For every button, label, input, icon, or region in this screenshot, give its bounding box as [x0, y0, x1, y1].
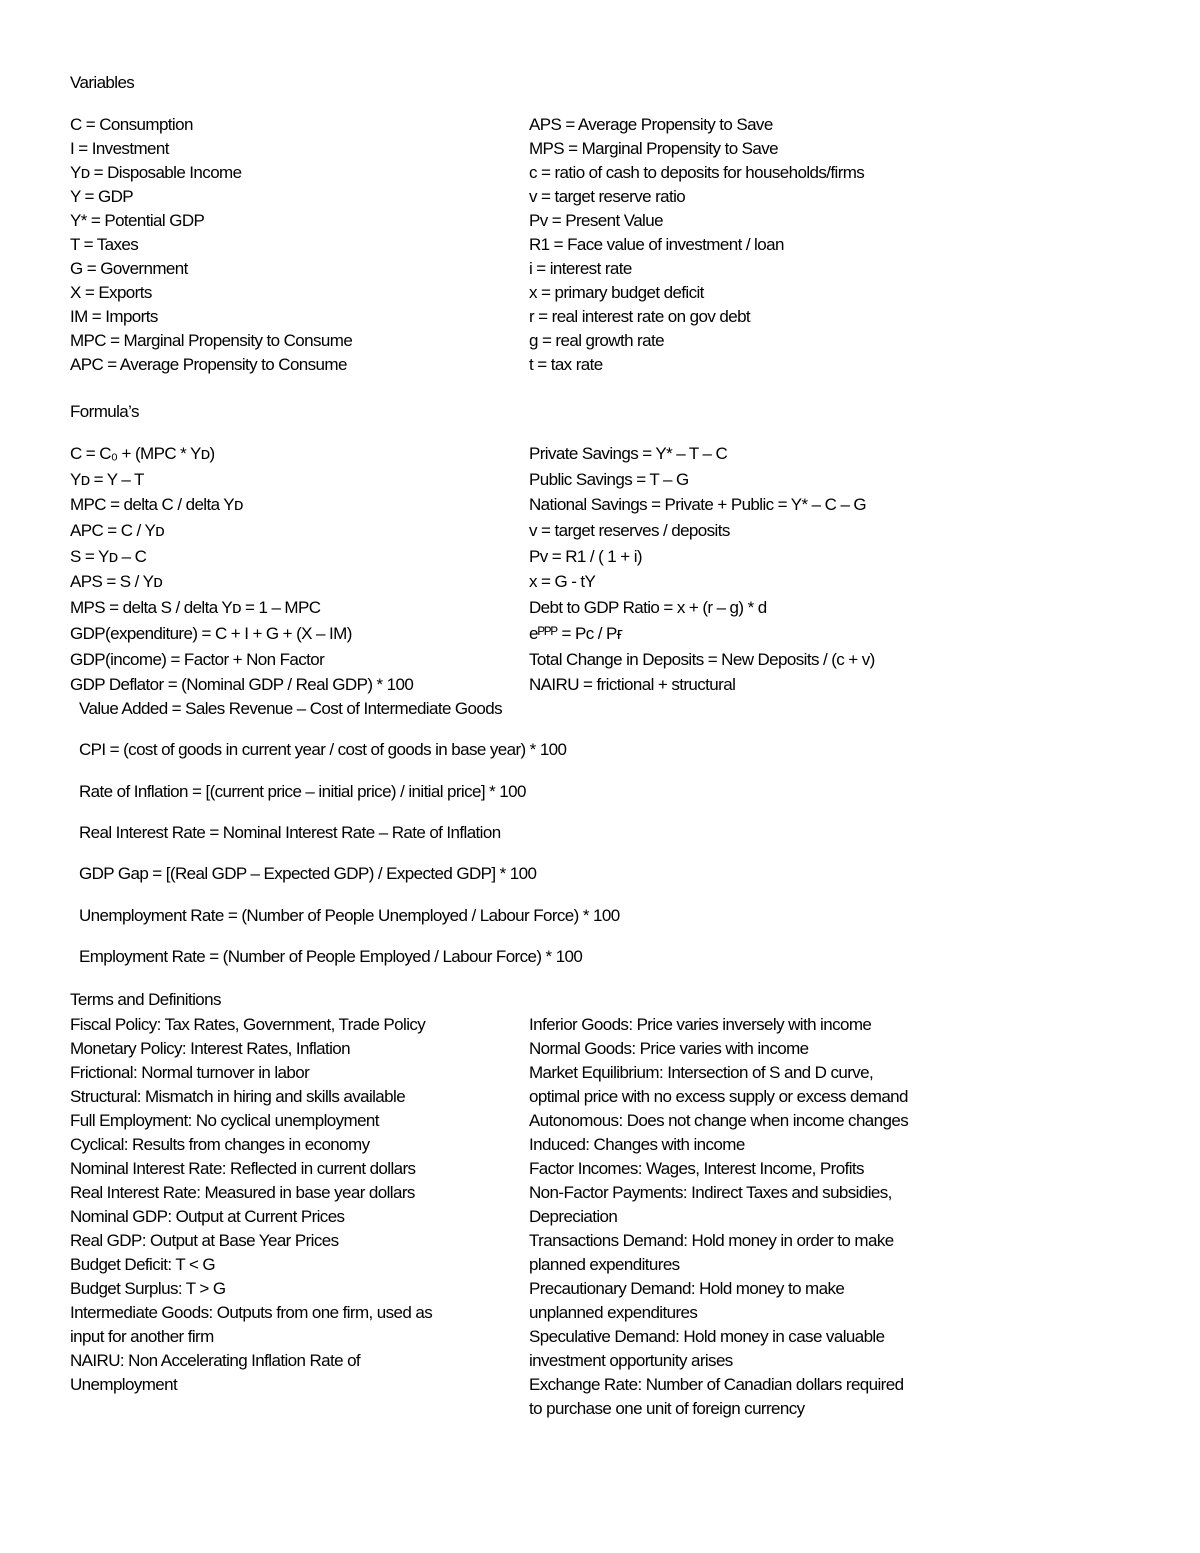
formula-unemployment-rate: Unemployment Rate = (Number of People Unemployed / Labour Force) * 100	[79, 906, 620, 925]
formula-item: v = target reserves / deposits	[529, 521, 730, 541]
terms-right-list	[529, 1013, 908, 1421]
term-line: Non-Factor Payments: Indirect Taxes and subsidies,	[529, 1183, 892, 1202]
variable-item: Pv = Present Value	[529, 211, 663, 230]
term-line: Intermediate Goods: Outputs from one firm, used as	[70, 1303, 433, 1322]
variable-item: C = Consumption	[70, 115, 193, 134]
term-line: optimal price with no excess supply or excess demand	[529, 1087, 908, 1106]
formula-item: GDP(expenditure) = C + I + G + (X – IM)	[70, 623, 352, 643]
variable-item: APS = Average Propensity to Save	[529, 115, 773, 134]
formula-item: eᴾᴾᴾ = Pᴄ / Pғ	[529, 623, 623, 643]
term-line: Frictional: Normal turnover in labor	[70, 1063, 310, 1082]
term-line: Full Employment: No cyclical unemployment	[70, 1111, 379, 1130]
variable-item: x = primary budget deficit	[529, 283, 704, 302]
formula-item: Total Change in Deposits = New Deposits / (c + v)	[529, 649, 875, 669]
variable-item: I = Investment	[70, 139, 169, 158]
term-line: investment opportunity arises	[529, 1351, 733, 1370]
variable-item: i = interest rate	[529, 259, 632, 278]
formula-item: C = C₀ + (MPC * Yᴅ)	[70, 444, 215, 463]
formula-item: MPS = delta S / delta Yᴅ = 1 – MPC	[70, 598, 321, 618]
formula-gdp-gap: GDP Gap = [(Real GDP – Expected GDP) / Expected GDP] * 100	[79, 864, 537, 883]
term-line: Real GDP: Output at Base Year Prices	[70, 1231, 339, 1250]
term-line: input for another firm	[70, 1327, 214, 1346]
variable-item: Yᴅ = Disposable Income	[70, 163, 242, 182]
formula-item: Yᴅ = Y – T	[70, 469, 144, 489]
variable-item: Y* = Potential GDP	[70, 211, 205, 230]
variable-item: X = Exports	[70, 283, 152, 302]
term-line: unplanned expenditures	[529, 1303, 698, 1322]
variable-item: IM = Imports	[70, 307, 158, 326]
variable-item: G = Government	[70, 259, 188, 278]
variable-item: Y = GDP	[70, 187, 134, 206]
variables-right-list	[529, 113, 864, 377]
variable-item: r = real interest rate on gov debt	[529, 307, 751, 326]
formula-item: Private Savings = Y* – T – C	[529, 444, 728, 463]
term-line: Budget Deficit: T < G	[70, 1255, 216, 1274]
term-line: Nominal Interest Rate: Reflected in current dollars	[70, 1159, 416, 1178]
formula-value-added: Value Added = Sales Revenue – Cost of Intermediate Goods	[79, 699, 503, 718]
terms-heading: Terms and Definitions	[70, 990, 221, 1009]
term-line: Inferior Goods: Price varies inversely with income	[529, 1015, 872, 1034]
formula-employment-rate: Employment Rate = (Number of People Employed / Labour Force) * 100	[79, 947, 583, 966]
variable-item: t = tax rate	[529, 355, 603, 374]
formula-item: Debt to GDP Ratio = x + (r – g) * d	[529, 598, 767, 618]
formula-real-interest-rate: Real Interest Rate = Nominal Interest Rate – Rate of Inflation	[79, 823, 501, 842]
variable-item: MPS = Marginal Propensity to Save	[529, 139, 779, 158]
term-line: Nominal GDP: Output at Current Prices	[70, 1207, 345, 1226]
term-line: Monetary Policy: Interest Rates, Inflation	[70, 1039, 350, 1058]
variable-item: MPC = Marginal Propensity to Consume	[70, 331, 353, 350]
term-line: planned expenditures	[529, 1255, 680, 1274]
term-line: Structural: Mismatch in hiring and skills available	[70, 1087, 406, 1106]
formula-item: APC = C / Yᴅ	[70, 521, 164, 541]
variable-item: g = real growth rate	[529, 331, 664, 350]
formulas-left-list	[70, 441, 413, 698]
term-line: Autonomous: Does not change when income changes	[529, 1111, 909, 1130]
variable-item: R1 = Face value of investment / loan	[529, 235, 784, 254]
term-line: Normal Goods: Price varies with income	[529, 1039, 809, 1058]
term-line: Fiscal Policy: Tax Rates, Government, Trade Policy	[70, 1015, 426, 1034]
formula-item: NAIRU = frictional + structural	[529, 675, 736, 695]
formula-rate-of-inflation: Rate of Inflation = [(current price – initial price) / initial price] * 100	[79, 782, 526, 801]
formula-cpi: CPI = (cost of goods in current year / cost of goods in base year) * 100	[79, 740, 567, 759]
variable-item: v = target reserve ratio	[529, 187, 686, 206]
formula-item: Public Savings = T – G	[529, 469, 689, 489]
formula-item: GDP Deflator = (Nominal GDP / Real GDP) * 100	[70, 675, 414, 695]
formula-item: APS = S / Yᴅ	[70, 572, 163, 592]
terms-left-list	[70, 1013, 432, 1397]
term-line: Budget Surplus: T > G	[70, 1279, 226, 1298]
term-line: Speculative Demand: Hold money in case valuable	[529, 1327, 885, 1346]
variable-item: APC = Average Propensity to Consume	[70, 355, 347, 374]
term-line: Induced: Changes with income	[529, 1135, 745, 1154]
variable-item: T = Taxes	[70, 235, 139, 254]
variables-left-list	[70, 113, 352, 377]
term-line: Market Equilibrium: Intersection of S and D curve,	[529, 1063, 874, 1082]
term-line: Factor Incomes: Wages, Interest Income, Profits	[529, 1159, 864, 1178]
term-line: Depreciation	[529, 1207, 618, 1226]
formulas-heading: Formula’s	[70, 402, 139, 421]
term-line: Exchange Rate: Number of Canadian dollars required	[529, 1375, 904, 1394]
term-line: Precautionary Demand: Hold money to make	[529, 1279, 845, 1298]
term-line: Transactions Demand: Hold money in order to make	[529, 1231, 894, 1250]
formula-item: x = G - tY	[529, 572, 596, 592]
formula-item: Pv = R1 / ( 1 + i)	[529, 546, 642, 566]
variables-heading: Variables	[70, 73, 135, 92]
term-line: Real Interest Rate: Measured in base year dollars	[70, 1183, 415, 1202]
term-line: Unemployment	[70, 1375, 178, 1394]
formula-item: GDP(income) = Factor + Non Factor	[70, 649, 325, 669]
formulas-right-list	[529, 441, 875, 698]
term-line: to purchase one unit of foreign currency	[529, 1399, 805, 1418]
term-line: NAIRU: Non Accelerating Inflation Rate of	[70, 1351, 361, 1370]
formula-item: MPC = delta C / delta Yᴅ	[70, 495, 243, 515]
variable-item: c = ratio of cash to deposits for households/firms	[529, 163, 865, 182]
formula-item: S = Yᴅ – C	[70, 546, 147, 566]
term-line: Cyclical: Results from changes in economy	[70, 1135, 370, 1154]
formula-item: National Savings = Private + Public = Y* – C – G	[529, 495, 867, 515]
